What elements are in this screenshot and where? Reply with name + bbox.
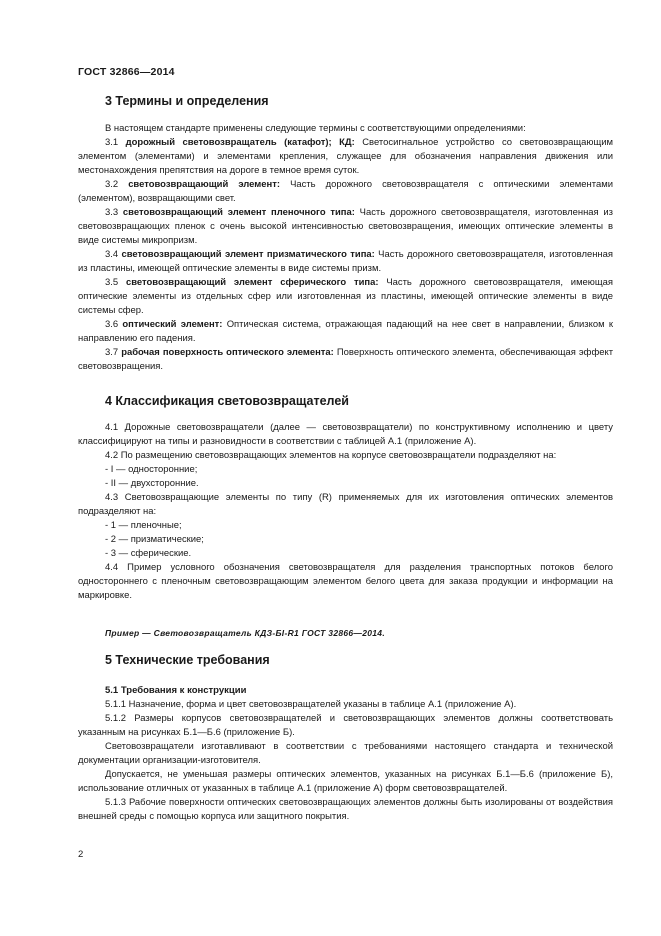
list-item: - II — двухсторонние. — [105, 478, 199, 489]
para-4-4: 4.4 Пример условного обозначения световозвращателя для разделения транспортных потоков белого одностороннего с пленочным световозвращающим элементом белого цвета для заказа продукции и информации на маркировке. — [78, 562, 613, 601]
list-item: - 3 — сферические. — [105, 548, 192, 559]
section-4-body — [78, 421, 613, 603]
para-4-1: 4.1 Дорожные световозвращатели (далее — световозвращатели) по конструктивному исполнению и цвету классифицируют на типы и разновидности в соответствии с таблицей А.1 (приложение А). — [78, 422, 613, 447]
term-3-3: 3.3 световозвращающий элемент пленочного типа: Часть дорожного световозвращателя, изготовленная из световозвращающих пленок с очень высокой интенсивностью световозвращения, имеющих оптические элементы в виде системы микропризм. — [78, 207, 613, 246]
para-4-3: 4.3 Световозвращающие элементы по типу (R) применяемых для их изготовления оптических элементов подразделяют на: — [78, 492, 613, 517]
page-number: 2 — [78, 849, 84, 860]
para-5-1-1: 5.1.1 Назначение, форма и цвет световозвращателей указаны в таблице А.1 (приложение А). — [105, 699, 517, 710]
list-item: - 1 — пленочные; — [105, 520, 182, 531]
para-5-manufacture: Световозвращатели изготавливают в соответствии с требованиями настоящего стандарта и технической документации организации-изготовителя. — [78, 741, 613, 766]
list-types — [78, 519, 613, 561]
term-3-1: 3.1 дорожный световозвращатель (катафот); КД: Светосигнальное устройство со световозвращающим элементом (элементами) и элементами крепления, служащее для обозначения направления движения или местонахождения препятствия на дороге в темное время суток. — [78, 137, 614, 176]
section-5-heading: 5 Технические требования — [105, 653, 270, 667]
term-3-5: 3.5 световозвращающий элемент сферического типа: Часть дорожного световозвращателя, имеющая оптические элементы из отдельных сфер или изготовленная из пластины, имеющей оптические элементы в виде системы сфер. — [78, 277, 614, 316]
example-designation: Пример — Световозвращатель КДЗ-БI-R1 ГОСТ 32866—2014. — [105, 628, 385, 638]
term-3-4: 3.4 световозвращающий элемент призматического типа: Часть дорожного световозвращателя, изготовленная из пластины, имеющей оптические элементы в виде системы призм. — [78, 249, 613, 274]
section-4-heading: 4 Классификация световозвращателей — [105, 394, 349, 408]
para-4-2: 4.2 По размещению световозвращающих элементов на корпусе световозвращатели подразделяют на: — [105, 450, 557, 461]
term-3-7: 3.7 рабочая поверхность оптического элемента: Поверхность оптического элемента, обеспечивающая эффект световозвращения. — [78, 347, 614, 372]
term-3-6: 3.6 оптический элемент: Оптическая система, отражающая падающий на нее свет в направлении, близком к направлению его падения. — [78, 319, 613, 344]
section-3-heading: 3 Термины и определения — [105, 94, 269, 108]
section-3-intro: В настоящем стандарте применены следующие термины с соответствующими определениями: — [105, 123, 526, 134]
list-item: - 2 — призматические; — [105, 534, 204, 545]
list-item: - I — односторонние; — [105, 464, 198, 475]
list-sides — [78, 463, 613, 491]
term-3-2: 3.2 световозвращающий элемент: Часть дорожного световозвращателя с оптическими элементами (элементом), возвращающими свет. — [78, 179, 613, 204]
subsection-5-1-heading: 5.1 Требования к конструкции — [105, 685, 247, 696]
para-5-1-3: 5.1.3 Рабочие поверхности оптических световозвращающих элементов должны быть изолированы от воздействия внешней среды с помощью корпуса или защитного покрытия. — [78, 797, 613, 822]
para-5-1-2: 5.1.2 Размеры корпусов световозвращателей и световозвращающих элементов должны соответствовать указанным на рисунках Б.1—Б.6 (приложение Б). — [78, 713, 613, 738]
para-5-allowance: Допускается, не уменьшая размеры оптических элементов, указанных на рисунках Б.1—Б.6 (приложение Б), использование отличных от указанных в таблице А.1 (приложение А) форм световозвращателей. — [78, 769, 613, 794]
section-3-body — [78, 122, 613, 374]
document-id: ГОСТ 32866—2014 — [78, 66, 175, 78]
section-5-body — [78, 698, 613, 824]
